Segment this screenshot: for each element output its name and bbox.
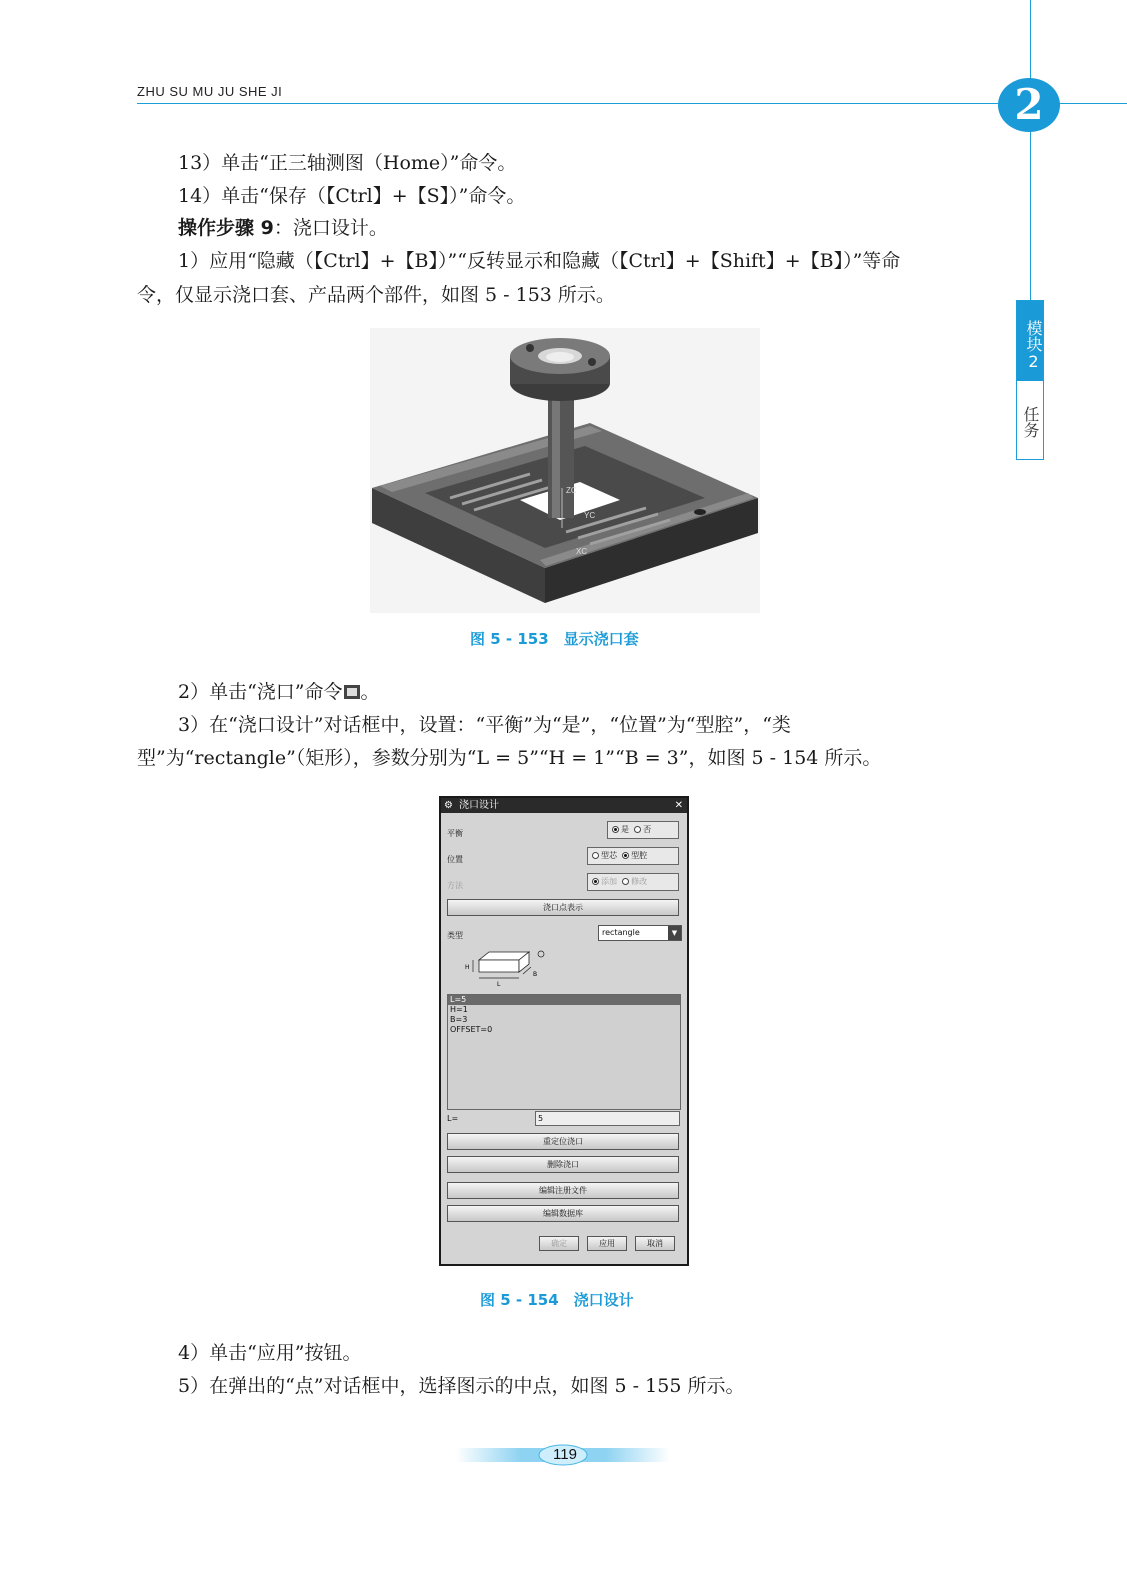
diagram-h-label: H [465, 964, 470, 971]
step-9-label: 操作步骤 9 [178, 217, 274, 239]
step-14: 14）单击“保存（【Ctrl】+【S】）”命令。 [178, 185, 526, 207]
cancel-button[interactable]: 取消 [635, 1236, 675, 1251]
list-item[interactable]: H=1 [450, 1005, 468, 1014]
chevron-down-icon[interactable]: ▼ [668, 926, 681, 940]
list-item[interactable]: OFFSET=0 [450, 1025, 493, 1034]
list-item[interactable]: L=5 [448, 995, 680, 1005]
step-2-text: 2）单击“浇口”命令 [178, 681, 343, 703]
method-modify-label: 修改 [631, 877, 648, 886]
balance-yes-radio[interactable] [612, 826, 619, 833]
gear-icon[interactable]: ⚙ [444, 800, 453, 811]
position-cavity-label: 型腔 [631, 851, 648, 860]
axis-yc-label: YC [584, 511, 596, 520]
method-add-label: 添加 [601, 877, 617, 886]
figure-sprue-bushing [370, 328, 760, 613]
balance-label: 平衡 [447, 829, 463, 838]
method-add-radio[interactable] [592, 878, 599, 885]
side-tab-task: 任务 [1021, 406, 1040, 438]
type-select[interactable] [598, 925, 682, 941]
position-radio-group [587, 847, 679, 865]
side-tab [1016, 300, 1044, 460]
running-header: ZHU SU MU JU SHE JI [137, 84, 283, 99]
step-2-end: 。 [360, 681, 380, 703]
position-core-label: 型芯 [601, 851, 617, 860]
delete-gate-button[interactable]: 删除浇口 [447, 1156, 679, 1173]
l-field-label: L= [447, 1114, 459, 1123]
axis-zc-label: ZC [566, 486, 577, 495]
step-9-heading [178, 215, 388, 241]
balance-no-label: 否 [643, 825, 652, 834]
gate-command-icon [344, 685, 360, 699]
figure-154-caption: 图 5 - 154 浇口设计 [480, 1291, 634, 1309]
ok-button[interactable]: 确定 [539, 1236, 579, 1251]
step-4: 4）单击“应用”按钮。 [178, 1342, 362, 1364]
step-1-line1: 1）应用“隐藏（【Ctrl】+【B】）”“反转显示和隐藏（【Ctrl】+【Shift】+【B】）”等命 [178, 250, 901, 272]
list-item[interactable]: B=3 [450, 1015, 468, 1024]
axis-xc-label: XC [576, 547, 588, 556]
gate-design-dialog [439, 796, 689, 1266]
step-3-line2: 型”为“rectangle”（矩形），参数分别为“L = 5”“H = 1”“B = 3”，如图 5 - 154 所示。 [137, 747, 882, 769]
position-cavity-radio[interactable] [622, 852, 629, 859]
step-9-title: ：浇口设计。 [273, 217, 388, 239]
balance-radio-group [607, 821, 679, 839]
edit-database-button[interactable]: 编辑数据库 [447, 1205, 679, 1222]
step-2 [178, 679, 380, 705]
margin-rule [1030, 0, 1031, 300]
rectangle-gate-diagram [459, 948, 559, 988]
page-number: 119 [553, 1446, 577, 1463]
type-label: 类型 [447, 931, 463, 940]
position-label: 位置 [447, 855, 463, 864]
reposition-gate-button[interactable]: 重定位浇口 [447, 1133, 679, 1150]
balance-yes-label: 是 [621, 825, 629, 834]
figure-153-caption: 图 5 - 153 显示浇口套 [470, 630, 639, 648]
method-radio-group [587, 873, 679, 891]
method-label: 方法 [447, 881, 463, 890]
step-5: 5）在弹出的“点”对话框中，选择图示的中点，如图 5 - 155 所示。 [178, 1375, 745, 1397]
sprue-bushing-render [370, 328, 760, 613]
chapter-badge: 2 [998, 78, 1060, 132]
step-13: 13）单击“正三轴测图（Home）”命令。 [178, 152, 517, 174]
close-icon[interactable]: ✕ [674, 800, 683, 811]
balance-no-radio[interactable] [634, 826, 641, 833]
method-modify-radio[interactable] [622, 878, 629, 885]
gate-point-button[interactable]: 浇口点表示 [447, 899, 679, 916]
dialog-title: 浇口设计 [459, 800, 499, 811]
dialog-titlebar [441, 798, 687, 813]
diagram-l-label: L [497, 981, 501, 988]
side-tab-module: 模块2 [1017, 301, 1043, 381]
type-select-value: rectangle [602, 928, 640, 937]
edit-register-file-button[interactable]: 编辑注册文件 [447, 1182, 679, 1199]
step-3-line1: 3）在“浇口设计”对话框中，设置：“平衡”为“是”，“位置”为“型腔”，“类 [178, 714, 791, 736]
parameter-list[interactable] [447, 994, 681, 1110]
step-1-line2: 令，仅显示浇口套、产品两个部件，如图 5 - 153 所示。 [137, 284, 615, 306]
header-rule [137, 103, 1127, 104]
diagram-b-label: B [533, 971, 538, 978]
position-core-radio[interactable] [592, 852, 599, 859]
apply-button[interactable]: 应用 [587, 1236, 627, 1251]
l-value-input[interactable]: 5 [535, 1111, 680, 1126]
